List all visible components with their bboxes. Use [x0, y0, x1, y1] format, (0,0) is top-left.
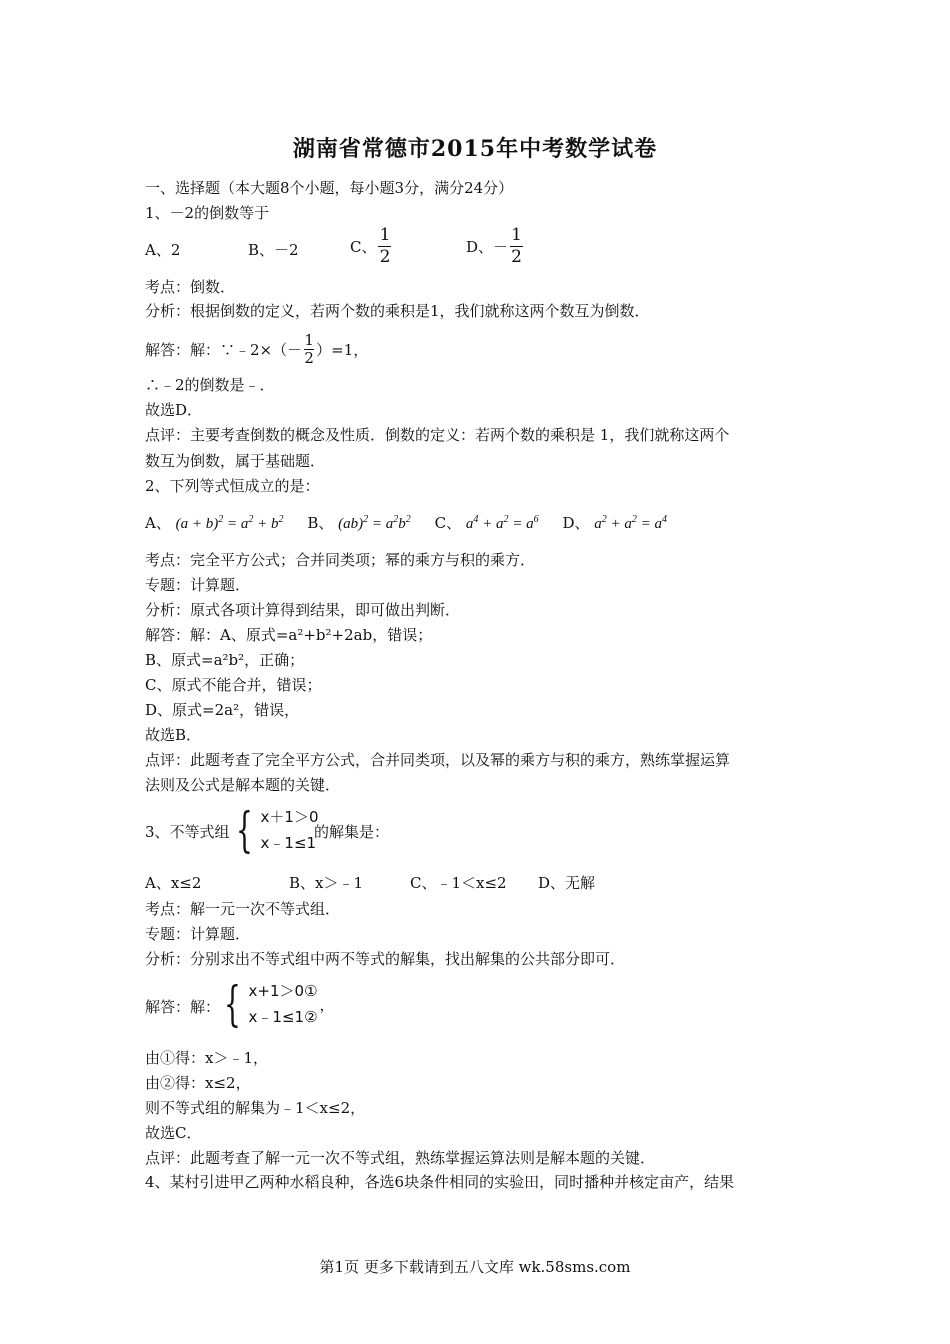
q2-dianping-line1: 点评：此题考查了完全平方公式，合并同类项，以及幂的乘方与积的乘方，熟练掌握运算: [145, 751, 731, 769]
q1-jieda: [145, 333, 368, 366]
q1-option-a: A、2: [145, 241, 181, 259]
q2-jieda-a: 解答：解：A、原式=a²+b²+2ab，错误；: [145, 626, 433, 644]
q1-option-c: [350, 226, 393, 267]
q2-option-b-formula: $(ab)^2 = a^2b^2$: [338, 514, 411, 532]
q1-fenxi: 分析：根据倒数的定义，若两个数的乘积是1，我们就称这两个数互为倒数．: [145, 302, 650, 320]
q3-stem-prefix: 3、不等式组: [145, 823, 230, 841]
q2-fenxi: 分析：原式各项计算得到结果，即可做出判断．: [145, 601, 461, 619]
q3-option-c: C、﹣1＜x≤2: [410, 874, 507, 892]
q1-dianping-line2: 数互为倒数，属于基础题．: [145, 452, 326, 470]
q3-jieda-system: [224, 978, 335, 1030]
q3-zhuanti: 专题：计算题．: [145, 925, 251, 943]
q1-option-d: [466, 226, 525, 267]
q1-dianping-line1: 点评：主要考查倒数的概念及性质．倒数的定义：若两个数的乘积是 1，我们就称这两个: [145, 426, 730, 444]
fraction-denominator: 2: [379, 247, 391, 267]
q3-answer: 故选C．: [145, 1124, 202, 1142]
q3-option-b: B、x＞﹣1: [289, 874, 364, 892]
left-brace: {: [224, 976, 241, 1032]
q1-answer: 故选D．: [145, 401, 203, 419]
q1-option-c-fraction: [378, 226, 391, 267]
fraction-numerator: 1: [304, 331, 314, 349]
q1-option-d-label: D、－: [466, 238, 509, 256]
page-footer: 第1页 更多下载请到五八文库 wk.58sms.com: [319, 1258, 631, 1276]
q3-kaodian: 考点：解一元一次不等式组．: [145, 900, 341, 918]
q2-option-a-label: A、: [145, 514, 171, 532]
q2-option-c-label: C、: [434, 514, 462, 532]
fraction-numerator: 1: [511, 225, 522, 245]
q1-jieda-minus: －: [287, 340, 303, 359]
q2-jieda-c: C、原式不能合并，错误；: [145, 676, 322, 694]
q1-jieda-fraction: [304, 333, 314, 366]
q1-option-b: B、－2: [248, 241, 299, 259]
page-title: 湖南省常德市2015年中考数学试卷: [292, 136, 658, 162]
q3-jieda-suffix: ，: [319, 995, 335, 1014]
q3-system-line1: x＋1＞0: [260, 808, 319, 826]
fraction-denominator: 2: [511, 247, 522, 267]
q2-options: [145, 511, 667, 536]
left-brace: {: [236, 802, 253, 858]
q3-step2: 由②得：x≤2，: [145, 1074, 251, 1092]
q3-stem-suffix: 的解集是：: [314, 823, 390, 841]
q3-jieda-line2: x﹣1≤1②: [248, 1008, 318, 1026]
q3-option-a: A、x≤2: [145, 874, 202, 892]
fraction-numerator: 1: [379, 225, 391, 245]
section-heading: 一、选择题（本大题8个小题，每小题3分，满分24分）: [145, 179, 514, 197]
q1-jieda-suffix: ）=1，: [316, 340, 369, 359]
q2-option-a-formula: $(a + b)^2 = a^2 + b^2$: [175, 514, 284, 532]
q2-answer: 故选B．: [145, 726, 202, 744]
q3-fenxi: 分析：分别求出不等式组中两不等式的解集，找出解集的公共部分即可．: [145, 950, 626, 968]
q1-jieda-prefix: 解答：解：∵﹣2×（: [145, 340, 288, 359]
q4-stem: 4、某村引进甲乙两种水稻良种，各选6块条件相同的实验田，同时播种并核定亩产，结果: [145, 1173, 735, 1191]
q1-option-d-fraction: [510, 226, 523, 267]
q3-step1: 由①得：x＞﹣1，: [145, 1049, 269, 1067]
q2-option-b-label: B、: [307, 514, 334, 532]
q1-option-c-label: C、: [350, 238, 377, 256]
q2-stem: 2、下列等式恒成立的是：: [145, 477, 320, 495]
q3-dianping: 点评：此题考查了解一元一次不等式组，熟练掌握运算法则是解本题的关键．: [145, 1149, 656, 1167]
q2-zhuanti: 专题：计算题．: [145, 576, 251, 594]
q2-option-c-formula: $a^4 + a^2 = a^6$: [465, 514, 539, 532]
q2-dianping-line2: 法则及公式是解本题的关键．: [145, 776, 341, 794]
q3-jieda-prefix: 解答：解：: [145, 998, 221, 1016]
q2-jieda-b: B、原式=a²b²，正确；: [145, 651, 305, 669]
q3-system-line2: x﹣1≤1: [260, 834, 317, 852]
q3-jieda-line1: x+1＞0①: [248, 982, 318, 1000]
q2-option-d-formula: $a^2 + a^2 = a^4$: [594, 514, 668, 532]
q1-therefore: ∴﹣2的倒数是﹣．: [145, 376, 275, 394]
q2-option-d-label: D、: [562, 514, 590, 532]
q3-inequality-system: [236, 804, 319, 856]
q2-jieda-d: D、原式=2a²，错误，: [145, 701, 300, 719]
fraction-denominator: 2: [304, 349, 314, 367]
q3-step3: 则不等式组的解集为﹣1＜x≤2，: [145, 1099, 366, 1117]
q2-kaodian: 考点：完全平方公式；合并同类项；幂的乘方与积的乘方．: [145, 551, 536, 569]
q1-stem: 1、－2的倒数等于: [145, 204, 270, 222]
q3-option-d: D、无解: [538, 874, 596, 892]
q1-kaodian: 考点：倒数．: [145, 278, 236, 296]
